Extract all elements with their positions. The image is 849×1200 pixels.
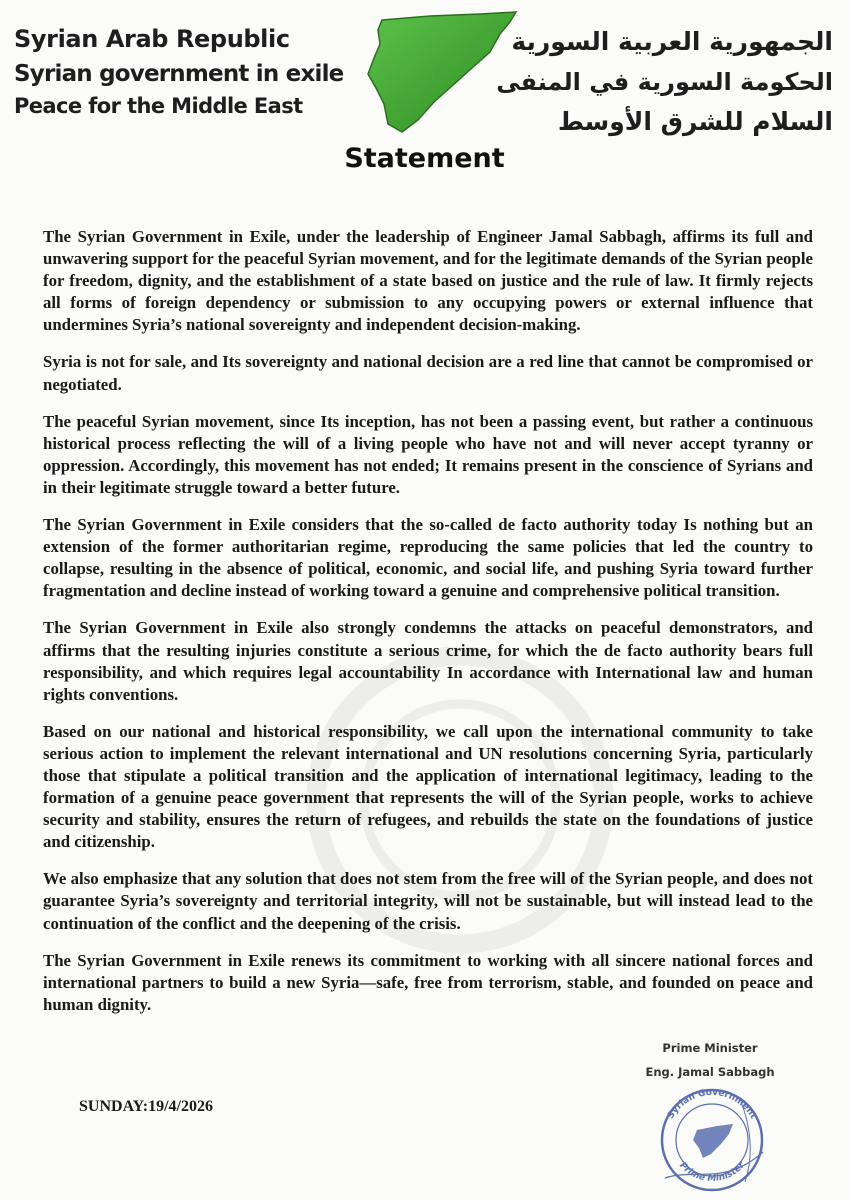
english-header [14,24,343,121]
paragraph: Syria is not for sale, and Its sovereignty and national decision are a red line that cannot be compromised or negotiated. [43,352,813,394]
signatory-role: Prime Minister [662,1041,758,1055]
signatory-name: Eng. Jamal Sabbagh [645,1065,775,1079]
header-country-name: Syrian Arab Republic [14,25,290,53]
arabic-country-name: الجمهورية العربية السورية [511,27,833,56]
paragraph: The Syrian Government in Exile renews its commitment to working with all sincere national forces and international partners to build a new Syria—safe, free from terrorism, stable, and founded on peace and human dignity. [43,950,813,1014]
arabic-slogan: السلام للشرق الأوسط [557,107,833,136]
paragraph: The Syrian Government in Exile considers that the so-called de facto authority today Is nothing but an extension of the former authoritarian regime, reproducing the same policies that led the country to collapse, resulting in the absence of political, economic, and social life, and pushing Syria toward further fragmentation and decline instead of working toward a genuine and comprehensive political transition. [43,515,813,601]
seal-bottom-text: Prime Minister [677,1160,747,1184]
paragraph: We also emphasize that any solution that does not stem from the free will of the Syrian people, and does not guarantee Syria’s sovereignty and territorial integrity, will not be sustainable, but will instead lead to the continuation of the conflict and the deepening of the crisis. [43,869,813,933]
header-slogan: Peace for the Middle East [14,94,303,118]
paragraph: The peaceful Syrian movement, since Its inception, has not been a passing event, but rather a continuous historical process reflecting the will of a living people who have not and will never accept tyranny or oppression. Accordingly, this movement has not ended; It remains present in the conscience of Syrians and in their legitimate struggle toward a better future. [43,411,813,497]
paragraph: Based on our national and historical responsibility, we call upon the international community to take serious action to implement the relevant international and UN resolutions concerning Syria, particularly those that stipulate a political transition and the application of international legitimacy, leading to the formation of a genuine peace government that represents the will of the Syrian people, works to achieve security and stability, ensures the return of refugees, and rebuilds the state on the foundations of justice and citizenship. [43,721,813,852]
arabic-header [496,22,833,142]
statement-date: SUNDAY:19/4/2026 [79,1098,213,1115]
header-government-name: Syrian government in exile [14,61,344,87]
seal-top-text: Syrian Government [665,1087,759,1121]
svg-text:Syrian Government [666,1088,758,1121]
paragraph: The Syrian Government in Exile, under the leadership of Engineer Jamal Sabbagh, affirms its full and unwavering support for the peaceful Syrian movement, and for the legitimate demands of the Syrian people for freedom, dignity, and the establishment of a state based on justice and the rule of law. It firmly rejects all forms of foreign dependency or submission to any occupying powers or external influence that undermines Syria’s national sovereignty and independent decision-making. [43,227,813,335]
document-title: Statement [344,143,505,174]
official-seal-icon [645,1082,780,1194]
paragraph: The Syrian Government in Exile also strongly condemns the attacks on peaceful demonstrators, and affirms that the resulting injuries constitute a serious crime, for which the de facto authority bears full responsibility, and which requires legal accountability In accordance with International law and human rights conventions. [43,618,813,704]
signature-block [620,1036,800,1084]
statement-body [43,226,813,1031]
arabic-government-name: الحكومة السورية في المنفى [496,68,833,96]
svg-text:Prime Minister [677,1160,747,1184]
